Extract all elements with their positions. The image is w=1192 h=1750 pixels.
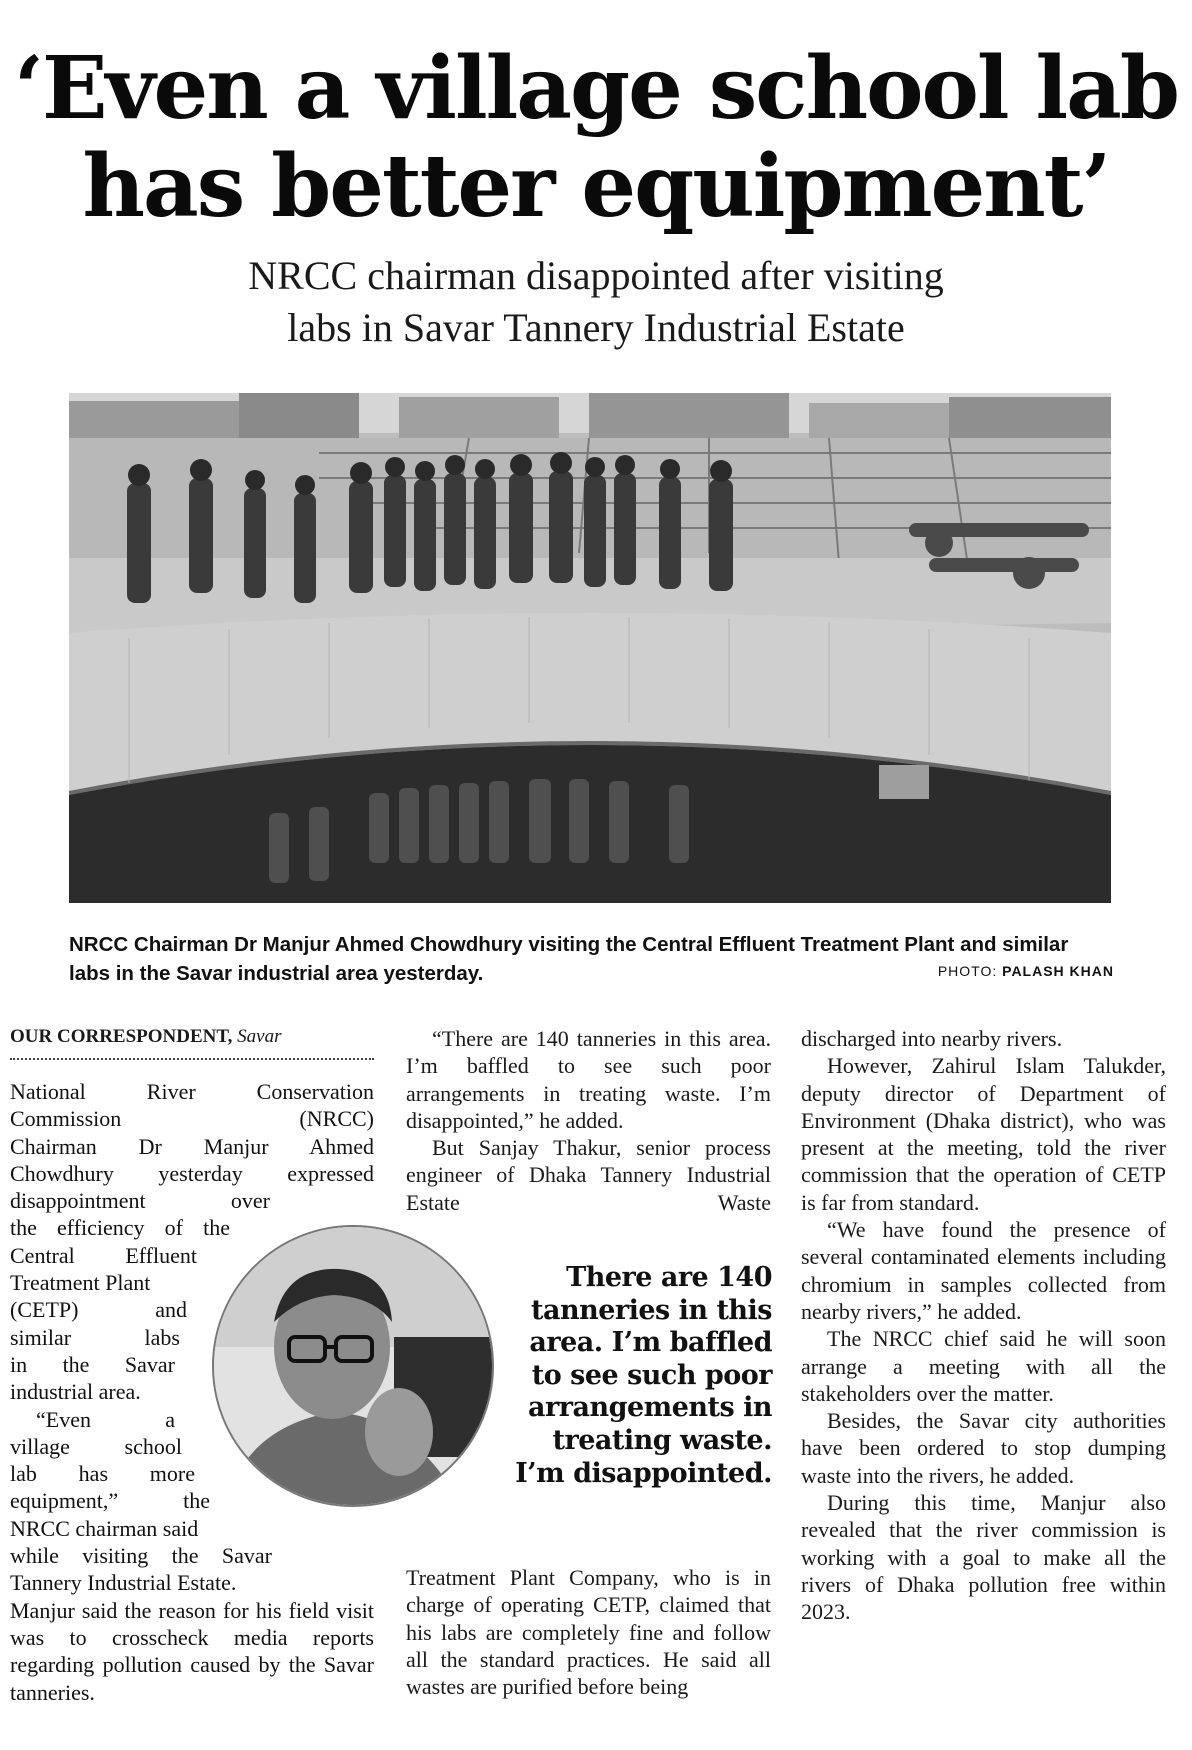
col1-line: similar labs — [10, 1324, 180, 1350]
col1-line: village school — [10, 1433, 182, 1459]
col1-line: Tannery Industrial Estate. — [10, 1570, 237, 1596]
col1-line: “Even a — [36, 1406, 175, 1432]
pull-quote: There are 140 tanneries in this area. I’m baffled to see such poor arrangements in treating waste. I’m disappointed. — [515, 1262, 772, 1489]
photo-caption — [69, 930, 1114, 988]
caption-text: NRCC Chairman Dr Manjur Ahmed Chowdhury visiting the Central Effluent Treatment Plant and similar labs in the Savar industrial area yesterday. — [69, 933, 1069, 985]
col1-line: Central Effluent — [10, 1242, 197, 1268]
col1-line: Chowdhury yesterday expressed — [10, 1160, 374, 1186]
photo-credit-label: PHOTO: — [937, 963, 998, 979]
col1-line: Treatment Plant — [10, 1270, 151, 1296]
col1-line: in the Savar — [10, 1351, 175, 1377]
col3-paragraph-5: During this time, Manjur also revealed that the river commission is working with a goal to make all the rivers of Dhaka pollution free within 2023. — [801, 1490, 1166, 1625]
col1-line: National River Conservation — [10, 1079, 374, 1104]
col1-line: lab has more — [10, 1461, 195, 1487]
headline-line-1: ‘Even a village school lab — [14, 38, 1178, 139]
col3-paragraph-4: Besides, the Savar city authorities have been ordered to stop dumping waste into the rivers, he added. — [801, 1408, 1166, 1488]
col3-paragraph-2: “We have found the presence of several contaminated elements including chromium in samples collected from nearby rivers,” he added. — [801, 1217, 1166, 1324]
col1-line: NRCC chairman said — [10, 1515, 199, 1541]
col1-line: equipment,” the — [10, 1488, 210, 1514]
byline — [10, 1025, 374, 1049]
article-column-2-continued — [406, 1564, 771, 1700]
subheadline-line-1: NRCC chairman disappointed after visiting — [248, 253, 944, 298]
article-column-3 — [801, 1025, 1166, 1626]
byline-location: Savar — [237, 1026, 282, 1047]
col1-full-lines — [10, 1078, 374, 1214]
col1-line: disappointment over — [10, 1188, 270, 1214]
subheadline-line-2: labs in Savar Tannery Industrial Estate — [287, 305, 905, 350]
col2-paragraph-2: But Sanjay Thakur, senior process engineer of Dhaka Tannery Industrial Estate Waste — [406, 1135, 771, 1215]
subheadline — [0, 250, 1192, 354]
col1-paragraph-3: Manjur said the reason for his field visit was to crosscheck media reports regarding pollution caused by the Savar tanneries. — [10, 1597, 374, 1705]
portrait-illustration — [214, 1227, 494, 1507]
headline — [0, 40, 1192, 236]
main-photo — [69, 393, 1111, 903]
article-column-2 — [406, 1025, 771, 1216]
col3-paragraph-1: However, Zahirul Islam Talukder, deputy director of Department of Environment (Dhaka district), who was present at the meeting, told the river commission that the operation of CETP is far from standard. — [801, 1053, 1166, 1215]
photo-credit-name: PALASH KHAN — [1002, 963, 1114, 979]
col3-paragraph-3: The NRCC chief said he will soon arrange a meeting with all the stakeholders over the matter. — [801, 1326, 1166, 1406]
byline-divider — [10, 1058, 374, 1060]
headline-line-2: has better equipment’ — [82, 136, 1110, 237]
col1-line: (CETP) and — [10, 1297, 187, 1323]
col1-line: the efficiency of the — [10, 1215, 230, 1241]
col1-line: while visiting the Savar — [10, 1543, 272, 1569]
treatment-plant-illustration — [69, 393, 1111, 903]
col2-paragraph-2-cont: Treatment Plant Company, who is in charge of operating CETP, claimed that his labs are completely fine and follow all the standard practices. He said all wastes are purified before being — [406, 1565, 771, 1700]
col3-paragraph-0: discharged into nearby rivers. — [801, 1026, 1063, 1051]
byline-name: OUR CORRESPONDENT, — [10, 1026, 233, 1047]
photo-credit — [938, 957, 1114, 986]
col1-line: Commission (NRCC) — [10, 1106, 374, 1132]
col1-line: Chairman Dr Manjur Ahmed — [10, 1133, 374, 1159]
portrait-photo — [212, 1225, 494, 1507]
col1-line: industrial area. — [10, 1379, 141, 1405]
col2-paragraph-1: “There are 140 tanneries in this area. I’m baffled to see such poor arrangements in treating waste. I’m disappointed,” he added. — [406, 1026, 771, 1133]
